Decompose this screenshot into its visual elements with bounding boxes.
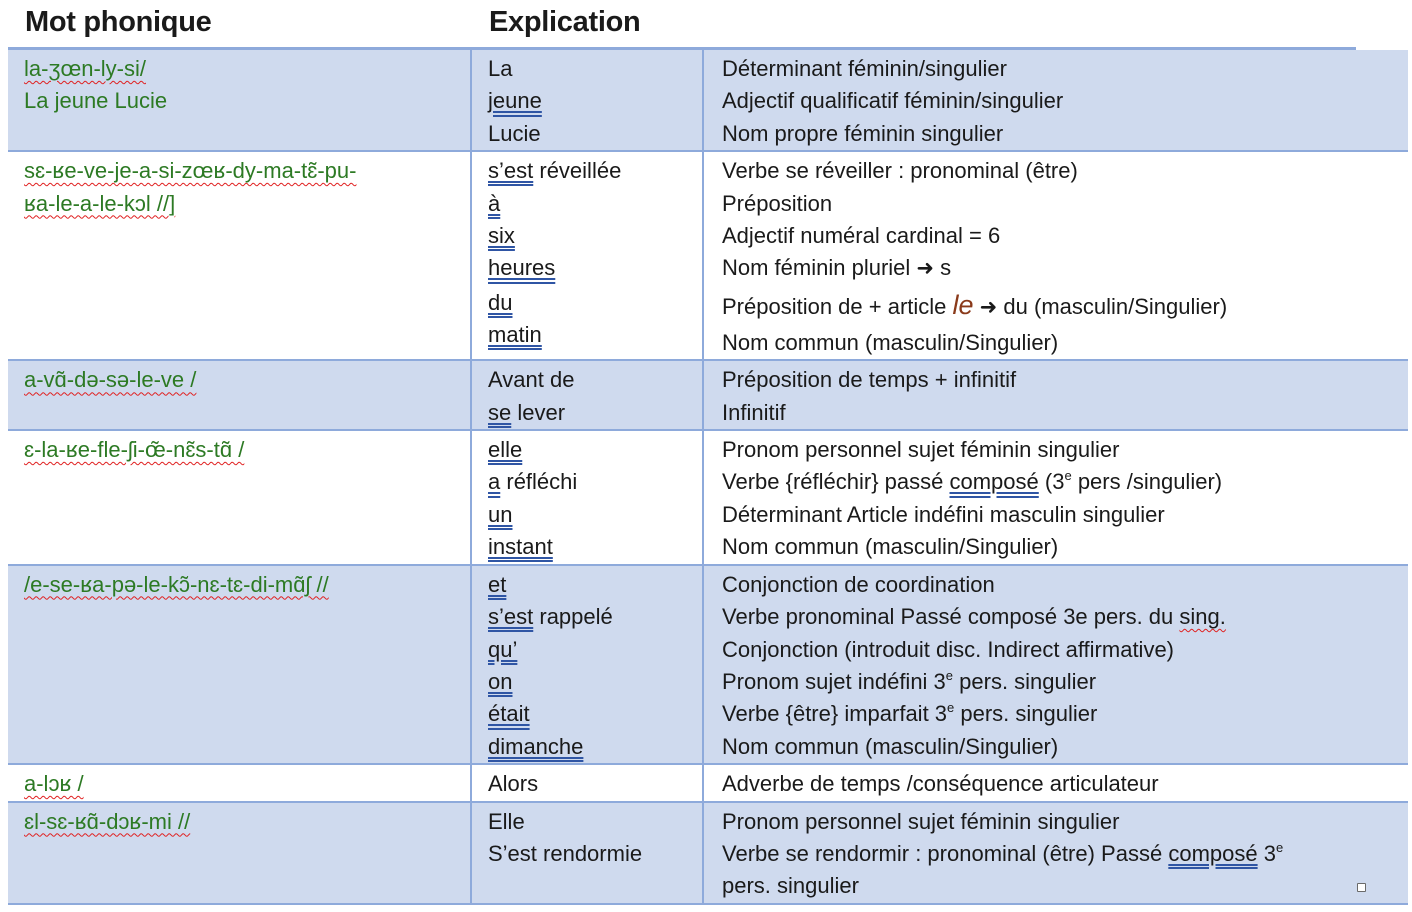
word: s’est (488, 158, 534, 184)
word: à (488, 190, 501, 216)
table-row (8, 430, 1408, 565)
arrow-right-icon: ➜ (979, 294, 998, 319)
explanation-cell (703, 802, 1408, 904)
word: instant (488, 534, 553, 560)
word: qu’ (488, 636, 518, 662)
word: rappelé (539, 604, 613, 630)
explanation-line: Préposition de + article le ➜ du (masculin/Singulier) (722, 289, 1228, 320)
explanation-line: Pronom sujet indéfini 3e pers. singulier (722, 667, 1097, 694)
word: six (488, 223, 515, 249)
explanation-line: Déterminant féminin/singulier (722, 56, 1007, 81)
explanation-line: Adjectif numéral cardinal = 6 (722, 223, 1001, 249)
word: était (488, 701, 530, 727)
explanation-line: Infinitif (722, 399, 786, 425)
words-cell (471, 565, 703, 764)
word: Lucie (488, 120, 541, 146)
explanation-cell (703, 50, 1408, 151)
phonetic-gloss: La jeune Lucie (24, 88, 168, 114)
explanation-line: Pronom personnel sujet féminin singulier (722, 808, 1120, 834)
explanation-cell (703, 565, 1408, 764)
explanation-cell (703, 151, 1408, 360)
phonetic-word: ɛ-la-ʁe-fle-ʃi-œ̃-nɛ̃s-tɑ̃ / (24, 437, 245, 463)
word: lever (517, 399, 566, 425)
article-le: le (952, 289, 974, 320)
analysis-table (8, 50, 1408, 905)
phonetic-cell (8, 151, 471, 360)
word: on (488, 668, 513, 694)
table-row (8, 50, 1408, 151)
arrow-right-icon: ➜ (916, 256, 935, 281)
explanation-line: Nom commun (masculin/Singulier) (722, 329, 1059, 355)
words-cell (471, 430, 703, 565)
explanation-line: Conjonction de coordination (722, 571, 995, 597)
words-cell (471, 151, 703, 360)
explanation-line: Conjonction (introduit disc. Indirect affirmative) (722, 636, 1175, 662)
table-row (8, 802, 1408, 904)
explanation-line: Déterminant Article indéfini masculin singulier (722, 501, 1165, 527)
explanation-line: Nom propre féminin singulier (722, 120, 1004, 146)
explanation-cell (703, 764, 1408, 801)
explanation-line: Verbe {être} imparfait 3e pers. singulier (722, 700, 1098, 727)
word: réfléchi (506, 469, 578, 495)
word: jeune (488, 88, 542, 114)
phonetic-cell (8, 50, 471, 151)
phonetic-cell (8, 565, 471, 764)
word: La (488, 56, 513, 81)
word: et (488, 571, 507, 597)
explanation-line: Verbe se réveiller : pronominal (être) (722, 158, 1078, 184)
table-row (8, 360, 1408, 430)
phonetic-cell (8, 360, 471, 430)
word: Alors (488, 771, 539, 797)
word: Avant de (488, 367, 575, 393)
header-explication: Explication (489, 6, 641, 38)
phonetic-word: a-vɑ̃-də-sə-le-ve / (24, 367, 197, 393)
phonetic-cell (8, 430, 471, 565)
explanation-line: Nom féminin pluriel ➜ s (722, 255, 952, 281)
phonetic-word: sɛ-ʁe-ve-je-a-si-zœʁ-dy-ma-tɛ̃-pu- (24, 158, 357, 184)
word: s’est (488, 604, 534, 630)
explanation-line: Adjectif qualificatif féminin/singulier (722, 88, 1064, 114)
explanation-line: Nom commun (masculin/Singulier) (722, 534, 1059, 560)
phonetic-cell (8, 764, 471, 801)
table-resize-handle[interactable] (1357, 883, 1366, 892)
explanation-line: Préposition de temps + infinitif (722, 367, 1017, 393)
words-cell (471, 360, 703, 430)
words-cell (471, 764, 703, 801)
words-cell (471, 50, 703, 151)
explanation-line: Verbe {réfléchir} passé composé (3e pers /singulier) (722, 468, 1223, 495)
explanation-line: Verbe pronominal Passé composé 3e pers. du sing. (722, 604, 1226, 630)
header-mot-phonique: Mot phonique (25, 6, 212, 38)
word: du (488, 289, 513, 315)
explanation-cell (703, 360, 1408, 430)
word: se (488, 399, 512, 425)
word: elle (488, 437, 523, 463)
table-row (8, 565, 1408, 764)
explanation-line: Nom commun (masculin/Singulier) (722, 733, 1059, 759)
explanation-line: Verbe se rendormir : pronominal (être) Passé composé 3e (722, 839, 1284, 866)
explanation-cell (703, 430, 1408, 565)
word: un (488, 501, 513, 527)
phonetic-word: la-ʒœn-ly-si/ (24, 56, 146, 81)
word: matin (488, 322, 542, 348)
table-row (8, 764, 1408, 801)
phonetic-word: ʁa-le-a-le-kɔl //] (24, 190, 176, 216)
phonetic-word: a-lɔʁ / (24, 771, 84, 797)
word: a (488, 469, 501, 495)
words-cell (471, 802, 703, 904)
word: réveillée (539, 158, 622, 184)
phonetic-word: ɛl-sɛ-ʁɑ̃-dɔʁ-mi // (24, 808, 191, 834)
word: heures (488, 255, 556, 281)
phonetic-cell (8, 802, 471, 904)
explanation-line: Préposition (722, 190, 833, 216)
explanation-line: Pronom personnel sujet féminin singulier (722, 437, 1120, 463)
explanation-line: pers. singulier (722, 873, 859, 899)
word: Elle (488, 808, 525, 834)
word: dimanche (488, 733, 584, 759)
explanation-line: Adverbe de temps /conséquence articulateur (722, 771, 1159, 797)
word: S’est rendormie (488, 840, 643, 866)
phonetic-word: /e-se-ʁa-pə-le-kɔ̃-nɛ-tɛ-di-mɑ̃ʃ // (24, 571, 329, 597)
table-row (8, 151, 1408, 360)
